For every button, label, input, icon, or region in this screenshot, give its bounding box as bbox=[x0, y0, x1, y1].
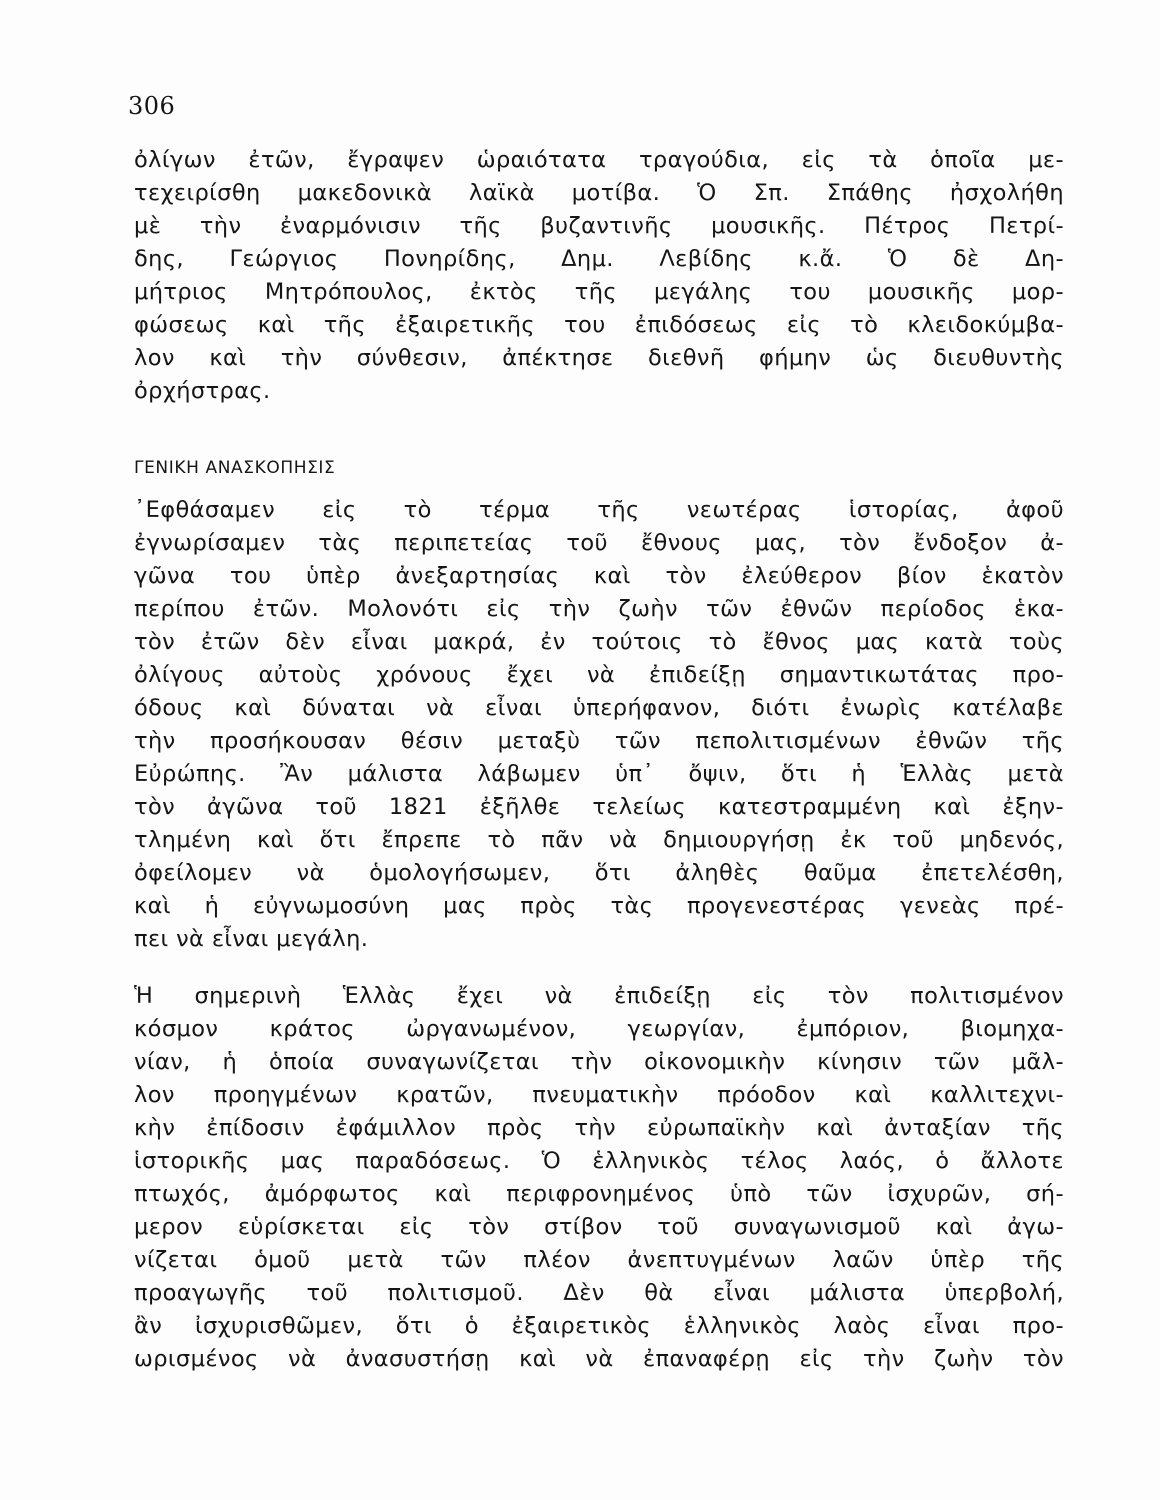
text-line: μήτριος Μητρόπουλος, ἐκτὸς τῆς μεγάλης του μουσικῆς μορ- bbox=[134, 279, 1064, 305]
text-line: όδους καὶ δύναται νὰ εἶναι ὑπερήφανον, διότι ἐνωρὶς κατέλαβε bbox=[134, 695, 1064, 721]
text-line: Εὐρώπης. Ἂν μάλιστα λάβωμεν ὑπ᾿ ὄψιν, ὅτι ἡ Ἑλλὰς μετὰ bbox=[134, 761, 1064, 787]
text-line: ωρισμένος νὰ ἀνασυστήσῃ καὶ νὰ ἐπαναφέρῃ εἰς τὴν ζωὴν τὸν bbox=[134, 1346, 1064, 1372]
text-line: περίπου ἐτῶν. Μολονότι εἰς τὴν ζωὴν τῶν ἐθνῶν περίοδος ἑκα- bbox=[134, 596, 1064, 622]
text-line: τὴν προσήκουσαν θέσιν μεταξὺ τῶν πεπολιτισμένων ἐθνῶν τῆς bbox=[134, 728, 1064, 754]
text-line: νίαν, ἡ ὁποία συναγωνίζεται τὴν οἰκονομικὴν κίνησιν τῶν μᾶλ- bbox=[134, 1049, 1064, 1075]
text-line: ὀλίγων ἐτῶν, ἔγραψεν ὡραιότατα τραγούδια, εἰς τὰ ὁποῖα με- bbox=[134, 147, 1064, 173]
text-line: μερον εὑρίσκεται εἰς τὸν στίβον τοῦ συναγωνισμοῦ καὶ ἀγω- bbox=[134, 1214, 1064, 1240]
paragraph-1 bbox=[134, 144, 1064, 408]
text-line: ὀφείλομεν νὰ ὁμολογήσωμεν, ὅτι ἀληθὲς θαῦμα ἐπετελέσθη, bbox=[134, 860, 1064, 886]
text-line: τὸν ἐτῶν δὲν εἶναι μακρά, ἐν τούτοις τὸ ἔθνος μας κατὰ τοὺς bbox=[134, 629, 1064, 655]
text-line: προαγωγῆς τοῦ πολιτισμοῦ. Δὲν θὰ εἶναι μάλιστα ὑπερβολή, bbox=[134, 1280, 1064, 1306]
text-line: ἱστορικῆς μας παραδόσεως. Ὁ ἑλληνικὸς τέλος λαός, ὁ ἄλλοτε bbox=[134, 1148, 1064, 1174]
text-line: ὀλίγους αὐτοὺς χρόνους ἔχει νὰ ἐπιδείξῃ σημαντικωτάτας προ- bbox=[134, 662, 1064, 688]
text-line: δης, Γεώργιος Πονηρίδης, Δημ. Λεβίδης κ.ἄ. Ὁ δὲ Δη- bbox=[134, 246, 1064, 272]
text-line: λον καὶ τὴν σύνθεσιν, ἀπέκτησε διεθνῆ φήμην ὡς διευθυντὴς bbox=[134, 345, 1064, 371]
text-line: πει νὰ εἶναι μεγάλη. bbox=[134, 926, 369, 952]
text-line: ἂν ἰσχυρισθῶμεν, ὅτι ὁ ἐξαιρετικὸς ἑλληνικὸς λαὸς εἶναι προ- bbox=[134, 1313, 1064, 1339]
text-line: κόσμον κράτος ὠργανωμένον, γεωργίαν, ἐμπόριον, βιομηχα- bbox=[134, 1016, 1064, 1042]
text-line: λον προηγμένων κρατῶν, πνευματικὴν πρόοδον καὶ καλλιτεχνι- bbox=[134, 1082, 1064, 1108]
text-line: γῶνα του ὑπὲρ ἀνεξαρτησίας καὶ τὸν ἐλεύθερον βίον ἑκατὸν bbox=[134, 563, 1064, 589]
text-line: μὲ τὴν ἐναρμόνισιν τῆς βυζαντινῆς μουσικῆς. Πέτρος Πετρί- bbox=[134, 213, 1064, 239]
paragraph-2 bbox=[134, 494, 1064, 956]
text-line: τλημένη καὶ ὅτι ἔπρεπε τὸ πᾶν νὰ δημιουργήσῃ ἐκ τοῦ μηδενός, bbox=[134, 827, 1064, 853]
text-line: πτωχός, ἀμόρφωτος καὶ περιφρονημένος ὑπὸ τῶν ἰσχυρῶν, σή- bbox=[134, 1181, 1064, 1207]
text-line: ὀρχήστρας. bbox=[134, 378, 271, 404]
text-line: νίζεται ὁμοῦ μετὰ τῶν πλέον ἀνεπτυγμένων λαῶν ὑπὲρ τῆς bbox=[134, 1247, 1064, 1273]
text-line: κὴν ἐπίδοσιν ἐφάμιλλον πρὸς τὴν εὐρωπαϊκὴν καὶ ἀνταξίαν τῆς bbox=[134, 1115, 1064, 1141]
text-line: φώσεως καὶ τῆς ἐξαιρετικῆς του ἐπιδόσεως εἰς τὸ κλειδοκύμβα- bbox=[134, 312, 1064, 338]
text-line: ἐγνωρίσαμεν τὰς περιπετείας τοῦ ἔθνους μας, τὸν ἔνδοξον ἀ- bbox=[134, 530, 1064, 556]
text-line: καὶ ἡ εὐγνωμοσύνη μας πρὸς τὰς προγενεστέρας γενεὰς πρέ- bbox=[134, 893, 1064, 919]
text-line: τὸν ἀγῶνα τοῦ 1821 ἐξῆλθε τελείως κατεστραμμένη καὶ ἐξην- bbox=[134, 794, 1064, 820]
text-line: τεχειρίσθη μακεδονικὰ λαϊκὰ μοτίβα. Ὁ Σπ. Σπάθης ἠσχολήθη bbox=[134, 180, 1064, 206]
paragraph-3 bbox=[134, 980, 1064, 1376]
page-number: 306 bbox=[128, 92, 176, 120]
text-line: ᾿Εφθάσαμεν εἰς τὸ τέρμα τῆς νεωτέρας ἱστορίας, ἀφοῦ bbox=[134, 497, 1064, 523]
text-line: Ἡ σημερινὴ Ἑλλὰς ἔχει νὰ ἐπιδείξῃ εἰς τὸν πολιτισμένον bbox=[134, 983, 1064, 1009]
section-heading: ΓΕΝΙΚΗ ΑΝΑΣΚΟΠΗΣΙΣ bbox=[134, 458, 336, 478]
